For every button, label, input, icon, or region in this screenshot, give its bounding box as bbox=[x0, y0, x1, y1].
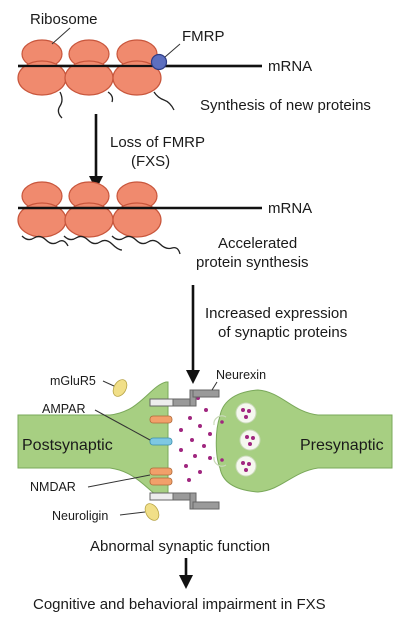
ribosome-2 bbox=[65, 40, 113, 95]
nmdar-label: NMDAR bbox=[30, 480, 76, 494]
neuroligin-receptor bbox=[142, 501, 161, 523]
ribosome-6 bbox=[113, 182, 161, 237]
peptide-chain bbox=[22, 236, 68, 246]
mrna-label-2: mRNA bbox=[268, 200, 313, 217]
peptide-chain bbox=[64, 236, 122, 250]
ribosome-4 bbox=[18, 182, 66, 237]
stage2-translation bbox=[18, 182, 312, 271]
fmrp-protein-icon bbox=[152, 55, 167, 70]
synapse-caption: Abnormal synaptic function bbox=[90, 538, 271, 555]
neurexin-label: Neurexin bbox=[216, 368, 267, 382]
arrow-to-outcome bbox=[179, 558, 193, 589]
ribosome-label: Ribosome bbox=[30, 11, 98, 28]
postsynaptic-label: Postsynaptic bbox=[22, 437, 113, 454]
arrow-2-label-line1: Increased expression bbox=[205, 305, 348, 322]
fmrp-label: FMRP bbox=[182, 28, 225, 45]
ribosome-5 bbox=[65, 182, 113, 237]
neuroligin-leader-line bbox=[120, 512, 145, 515]
mglur5-label: mGluR5 bbox=[50, 374, 96, 388]
peptide-chain bbox=[154, 92, 174, 110]
mrna-label-1: mRNA bbox=[268, 58, 313, 75]
ribosome-leader-line bbox=[52, 28, 70, 44]
stage2-caption-line1: Accelerated bbox=[218, 235, 298, 252]
stage1-translation bbox=[18, 11, 371, 118]
stage1-caption: Synthesis of new proteins bbox=[200, 97, 371, 114]
arrow-loss-of-fmrp bbox=[89, 114, 205, 190]
arrow-increased-expression bbox=[186, 285, 348, 384]
stage2-caption-line2: protein synthesis bbox=[196, 254, 309, 271]
arrow-3-head bbox=[179, 575, 193, 589]
peptide-chain bbox=[58, 92, 62, 118]
arrow-1-label-line2: (FXS) bbox=[131, 153, 171, 170]
neuroligin-label: Neuroligin bbox=[52, 509, 109, 523]
synaptic-vesicle bbox=[236, 456, 256, 476]
ampar-label: AMPAR bbox=[42, 402, 86, 416]
presynaptic-label: Presynaptic bbox=[300, 437, 384, 454]
synaptic-vesicle bbox=[236, 403, 256, 423]
neurexin-leader-line bbox=[212, 382, 217, 390]
mglur5-leader-line bbox=[103, 381, 114, 386]
adhesion-complex-bottom bbox=[150, 493, 219, 509]
synapse bbox=[18, 368, 392, 555]
peptide-chain bbox=[108, 92, 113, 102]
outcome-text: Cognitive and behavioral impairment in FXS bbox=[33, 596, 326, 613]
fmrp-leader-line bbox=[165, 44, 180, 57]
peptide-chain bbox=[112, 236, 180, 254]
neurotransmitter-dots bbox=[179, 396, 212, 482]
arrow-1-label-line1: Loss of FMRP bbox=[110, 134, 206, 151]
ribosome-1 bbox=[18, 40, 66, 95]
arrow-2-head bbox=[186, 370, 200, 384]
arrow-2-label-line2: of synaptic proteins bbox=[218, 324, 348, 341]
synaptic-vesicle bbox=[240, 430, 260, 450]
mglur5-receptor bbox=[110, 377, 129, 399]
